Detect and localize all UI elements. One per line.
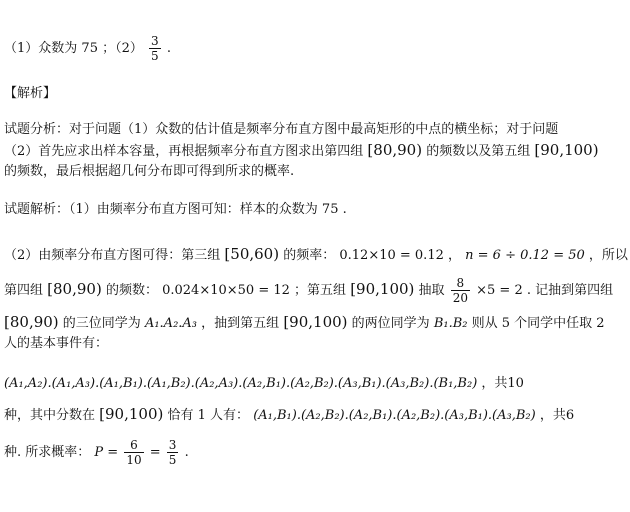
solution-line-2-text-a: （2）由频率分布直方图可得：第三组 [4,248,221,263]
analysis-heading: 【解析】 [4,86,57,101]
solution-line-8-text-a: 种. 所求概率： [4,445,91,460]
analysis-line-2-text-b: 的频数以及第五组 [426,144,531,159]
solution-draw-tail: ×5 = 2 [476,283,523,298]
solution-probability-equals: = [149,445,161,460]
solution-line-6-end: ，共10 [481,376,524,391]
solution-line-1 [4,200,347,220]
solution-probability-fraction-1-denominator: 10 [126,453,142,467]
analysis-interval-fourth: [80,90) [367,141,423,159]
solution-probability-fraction-1 [124,438,143,467]
solution-line-4-text-b: ，抽到第五组 [201,316,280,331]
solution-line-2 [4,244,628,266]
solution-line-3-text-a: 第四组 [4,283,44,298]
solution-interval-fifth: [90,100) [350,280,415,298]
solution-favorable-events: (A₁,B₁).(A₂,B₂).(A₂,B₁).(A₂,B₂).(A₃,B₁).(A₃,B₂) [253,408,536,423]
analysis-line-3: 的频数，最后根据超几何分布即可得到所求的概率. [4,164,295,179]
solution-line-7-end: ，共6 [539,408,575,423]
answer-fraction [149,34,161,63]
answer-mode-value: 75 [81,41,98,56]
solution-frequency-calc: 0.12×10 = 0.12 [339,248,444,263]
solution-line-2-text-b: 的频率： [283,248,336,263]
answer-end: . [166,41,171,56]
solution-line-4-text-c: 的两位同学为 [351,316,430,331]
solution-line-8-end: . [184,445,189,460]
solution-draw-fraction [451,276,470,305]
solution-probability-fraction-2-numerator: 3 [168,438,177,452]
solution-line-2-text-c: ， [448,248,462,263]
solution-line-5: 人的基本事件有： [4,336,109,351]
solution-probability-fraction-2 [167,438,179,467]
solution-line-4-text-a: 的三位同学为 [62,316,141,331]
analysis-line-1: 试题分析：对于问题（1）众数的估计值是频率分布直方图中最高矩形的中点的横坐标；对于问题 [4,122,559,137]
analysis-line-2 [4,140,599,162]
solution-draw-fraction-denominator: 20 [452,291,468,305]
solution-line-3-text-c: ；第五组 [294,283,347,298]
solution-interval-fifth-2: [90,100) [283,313,348,331]
solution-line-7-text-a: 种，其中分数在 [4,408,96,423]
solution-line-6 [4,374,524,394]
answer-fraction-numerator: 3 [151,34,159,48]
solution-sample-size: n = 6 ÷ 0.12 = 50 [465,248,585,263]
solution-draw-fraction-numerator: 8 [451,276,470,291]
solution-count-calc: 0.024×10×50 = 12 [162,283,290,298]
solution-line-3 [4,276,613,305]
solution-line-4 [4,312,605,334]
analysis-line-2-text-a: （2）首先应求出样本容量，再根据频率分布直方图求出第四组 [4,144,364,159]
analysis-interval-fifth: [90,100) [534,141,599,159]
solution-line-2-text-d: ，所以 [588,248,628,263]
solution-line-1-end: . [342,202,347,217]
solution-line-1-text: 试题解析：（1）由频率分布直方图可知：样本的众数为 [4,202,318,217]
solution-line-3-text-d: 抽取 [418,283,445,298]
solution-line-7-text-b: 恰有 1 人有： [167,408,250,423]
answer-separator: ；（2） [102,41,143,56]
solution-all-events: (A₁,A₂).(A₁,A₃).(A₁,B₁).(A₁,B₂).(A₂,A₃).(A₂,B₁).(A₂,B₂).(A₃,B₁).(A₃,B₂).(B₁,B₂) [4,376,478,391]
solution-probability-fraction-1-numerator: 6 [124,438,143,453]
solution-probability-fraction-2-denominator: 5 [168,453,177,467]
solution-probability-symbol: P = [94,445,119,460]
answer-line [4,34,171,63]
solution-line-8 [4,438,189,467]
solution-interval-third: [50,60) [224,245,280,263]
solution-mode-value: 75 [321,202,339,217]
solution-interval-fourth-2: [80,90) [4,313,59,331]
solution-set-b: B₁.B₂ [433,316,468,331]
solution-interval-fourth: [80,90) [47,280,102,298]
solution-line-3-text-e: . 记抽到第四组 [526,283,614,298]
answer-part1: （1）众数为 [4,41,78,56]
answer-fraction-denominator: 5 [151,49,159,63]
solution-interval-fifth-3: [90,100) [99,405,164,423]
solution-line-7 [4,404,574,426]
solution-set-a: A₁.A₂.A₃ [144,316,198,331]
solution-line-4-text-d: 则从 5 个同学中任取 2 [471,316,605,331]
solution-line-3-text-b: 的频数： [105,283,158,298]
